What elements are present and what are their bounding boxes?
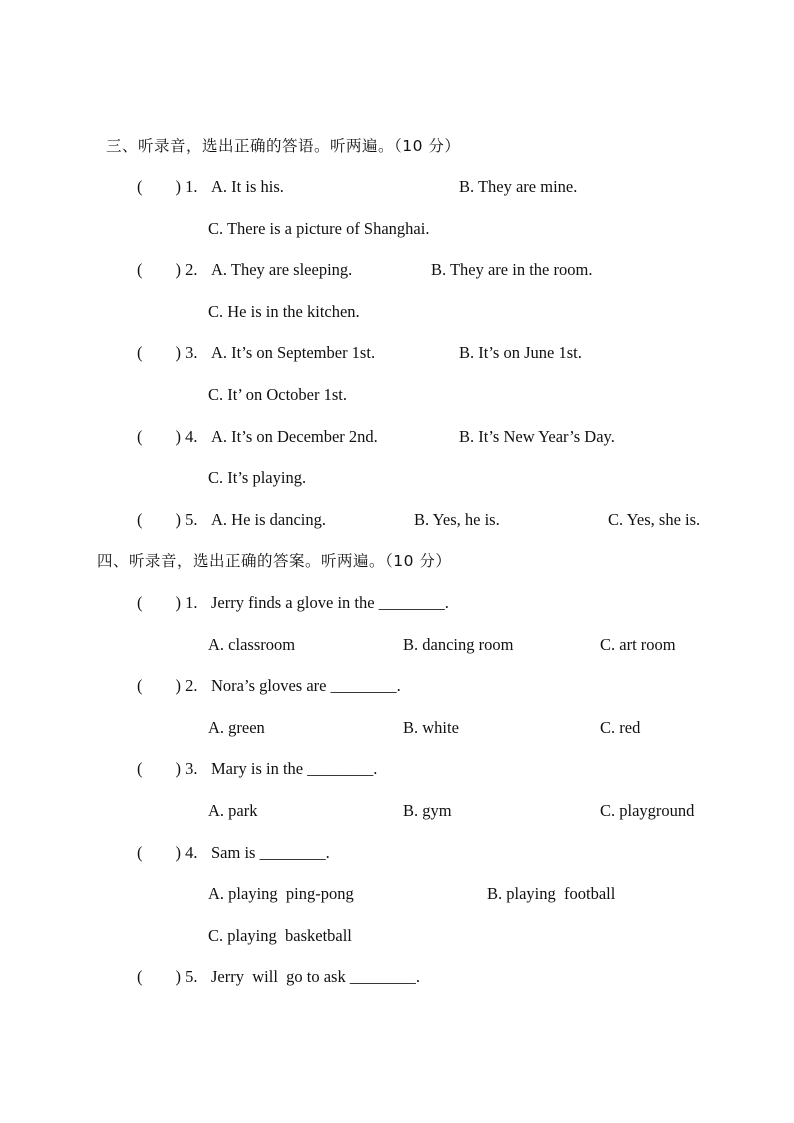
q4-5-stem: Jerry will go to ask ________. (211, 967, 420, 986)
q4-1-option-c: C. art room (600, 635, 676, 654)
q3-3-option-b: B. It’s on June 1st. (459, 343, 582, 362)
q3-3-option-a: A. It’s on September 1st. (211, 343, 376, 362)
q3-1-option-b: B. They are mine. (459, 177, 578, 196)
q4-4-bracket[interactable]: ( ) 4. (137, 843, 198, 862)
q3-5-bracket[interactable]: ( ) 5. (137, 510, 198, 529)
q4-1-stem: Jerry finds a glove in the ________. (211, 593, 449, 612)
q4-2-stem: Nora’s gloves are ________. (211, 676, 401, 695)
q3-4-option-c: C. It’s playing. (208, 468, 307, 487)
q4-3-bracket[interactable]: ( ) 3. (137, 759, 198, 778)
q3-1-option-c: C. There is a picture of Shanghai. (208, 219, 430, 238)
q4-3-option-b: B. gym (403, 801, 452, 820)
q3-2-option-c: C. He is in the kitchen. (208, 302, 360, 321)
q3-5-option-a: A. He is dancing. (211, 510, 327, 529)
section4-heading: 四、听录音，选出正确的答案。听两遍。（10 分） (97, 552, 452, 570)
q3-2-option-a: A. They are sleeping. (211, 260, 353, 279)
q4-2-option-a: A. green (208, 718, 265, 737)
q3-3-bracket[interactable]: ( ) 3. (137, 343, 198, 362)
q4-4-option-b: B. playing football (487, 884, 616, 903)
q3-4-option-a: A. It’s on December 2nd. (211, 427, 378, 446)
q4-1-option-a: A. classroom (208, 635, 296, 654)
q4-3-option-a: A. park (208, 801, 258, 820)
q4-1-bracket[interactable]: ( ) 1. (137, 593, 198, 612)
q3-2-option-b: B. They are in the room. (431, 260, 593, 279)
q4-3-stem: Mary is in the ________. (211, 759, 378, 778)
q3-4-option-b: B. It’s New Year’s Day. (459, 427, 615, 446)
q3-1-option-a: A. It is his. (211, 177, 284, 196)
q4-2-option-c: C. red (600, 718, 641, 737)
section3-heading: 三、听录音，选出正确的答语。听两遍。（10 分） (106, 137, 461, 155)
q3-5-option-b: B. Yes, he is. (414, 510, 500, 529)
q4-3-option-c: C. playground (600, 801, 695, 820)
q4-2-option-b: B. white (403, 718, 459, 737)
q3-2-bracket[interactable]: ( ) 2. (137, 260, 198, 279)
q4-1-option-b: B. dancing room (403, 635, 514, 654)
q3-5-option-c: C. Yes, she is. (608, 510, 701, 529)
q4-5-bracket[interactable]: ( ) 5. (137, 967, 198, 986)
q3-3-option-c: C. It’ on October 1st. (208, 385, 348, 404)
q4-4-option-a: A. playing ping-pong (208, 884, 354, 903)
q3-1-bracket[interactable]: ( ) 1. (137, 177, 198, 196)
q4-2-bracket[interactable]: ( ) 2. (137, 676, 198, 695)
q4-4-option-c: C. playing basketball (208, 926, 352, 945)
q3-4-bracket[interactable]: ( ) 4. (137, 427, 198, 446)
q4-4-stem: Sam is ________. (211, 843, 330, 862)
